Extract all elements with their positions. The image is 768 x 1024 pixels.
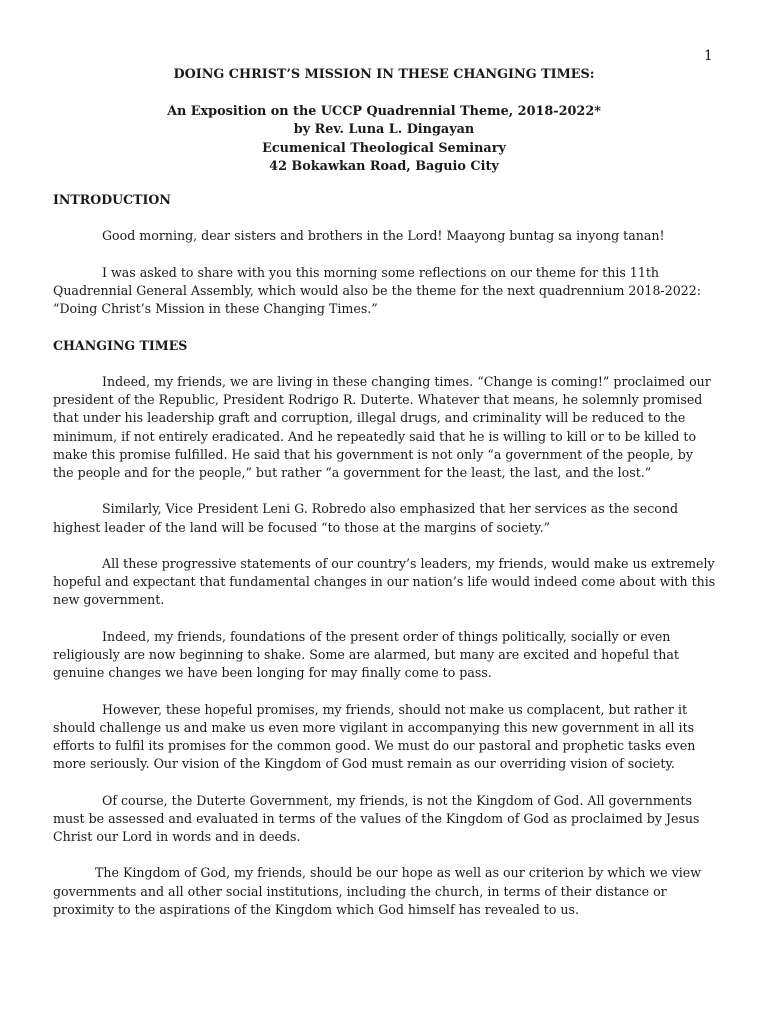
document-title: DOING CHRIST’S MISSION IN THESE CHANGING TIMES: bbox=[173, 67, 595, 82]
section-heading-changing-times: CHANGING TIMES bbox=[53, 337, 188, 353]
paragraph: The Kingdom of God, my friends, should be our hope as well as our criterion by which we view governments and all other social institutions, including the church, in terms of their distance or proximity to the aspirations of the Kingdom which God himself has revealed to us. bbox=[53, 865, 701, 917]
document-subtitle: An Exposition on the UCCP Quadrennial Theme, 2018-2022* bbox=[167, 103, 601, 119]
paragraph: Good morning, dear sisters and brothers in the Lord! Maayong buntag sa inyong tanan! bbox=[102, 228, 665, 244]
section-heading-introduction: INTRODUCTION bbox=[53, 192, 171, 207]
page-number: 1 bbox=[704, 48, 713, 64]
paragraph: Similarly, Vice President Leni G. Robredo also emphasized that her services as the second highest leader of the land will be focused “to those at the margins of society.” bbox=[53, 501, 679, 535]
paragraph: Indeed, my friends, foundations of the present order of things politically, socially or even religiously are now beginning to shake. Some are alarmed, but many are excited and hopeful that genuine changes we have been longing for may finally come to pass. bbox=[53, 628, 679, 681]
paragraph: However, these hopeful promises, my friends, should not make us complacent, but rather it should challenge us and make us even more vigilant in accompanying this new government in all its efforts to fulfil its promises for the common good. We must do our pastoral and prophetic tasks even more seriously. Our vision of the Kingdom of God must remain as our overriding vision of society. bbox=[53, 701, 696, 772]
document-body bbox=[53, 191, 717, 919]
paragraph: Of course, the Duterte Government, my friends, is not the Kingdom of God. All governments must be assessed and evaluated in terms of the values of the Kingdom of God as proclaimed by Jesus Christ our Lord in words and in deeds. bbox=[53, 792, 700, 844]
institution-line: Ecumenical Theological Seminary bbox=[262, 140, 506, 156]
author-line: by Rev. Luna L. Dingayan bbox=[293, 122, 475, 137]
paragraph: All these progressive statements of our country’s leaders, my friends, would make us extremely hopeful and expectant that fundamental changes in our nation’s life would indeed come about with this new government. bbox=[53, 555, 716, 608]
paragraph: I was asked to share with you this morning some reflections on our theme for this 11th Quadrennial General Assembly, which would also be the theme for the next quadrennium 2018-2022: “Doing Christ’s Mission in these Changing Times.” bbox=[53, 264, 702, 317]
document-header bbox=[0, 66, 768, 177]
address-line: 42 Bokawkan Road, Baguio City bbox=[269, 159, 499, 174]
paragraph: Indeed, my friends, we are living in these changing times. “Change is coming!” proclaimed our president of the Republic, President Rodrigo R. Duterte. Whatever that means, he solemnly promised that under his leadership graft and corruption, illegal drugs, and criminality will be reduced to the minimum, if not entirely eradicated. And he repeatedly said that he is willing to kill or to be killed to make this promise fulfilled. He said that his government is not only “a government of the people, by the people and for the people,” but rather “a government for the least, the last, and the lost.” bbox=[53, 373, 711, 480]
